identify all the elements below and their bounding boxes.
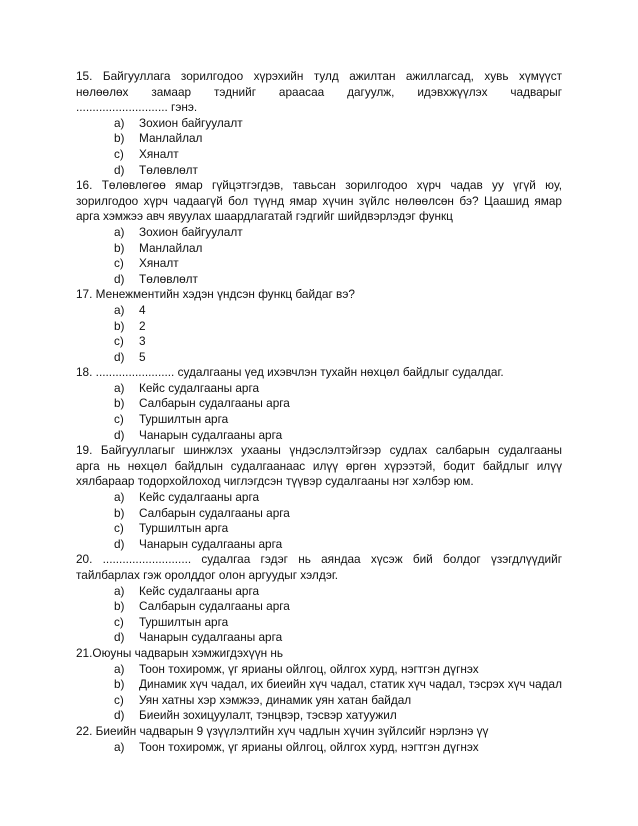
question-block <box>76 552 562 646</box>
option-text: Туршилтын арга <box>139 614 229 629</box>
option-letter: a) <box>114 490 125 505</box>
option-letter: a) <box>114 583 125 598</box>
option-letter: d) <box>114 427 125 442</box>
option-letter: b) <box>114 318 125 333</box>
question-text-line: 19. Байгууллагыг шинжлэх ухааны үндэслэлтэйгээр судлах салбарын судалгааны <box>76 443 562 458</box>
answer-option <box>76 537 562 553</box>
option-text: Туршилтын арга <box>139 412 229 427</box>
option-text: Динамик хүч чадал, их биеийн хүч чадал, статик хүч чадал, тэсрэх хүч чадал <box>139 677 562 692</box>
option-letter: d) <box>114 708 125 723</box>
question-text-line: арга нь нөхцөл байдлын судалгаанаас илүү өргөн хүрээтэй, бодит байдлыг илүү <box>76 458 562 473</box>
option-letter: b) <box>114 677 125 692</box>
option-letter: c) <box>114 334 124 349</box>
answer-option <box>76 693 562 709</box>
answer-option <box>76 630 562 646</box>
answer-option <box>76 241 562 257</box>
option-text: Чанарын судалгааны арга <box>139 630 283 645</box>
answer-option <box>76 708 562 724</box>
answer-options <box>76 584 562 646</box>
question-block <box>76 178 562 287</box>
option-letter: b) <box>114 240 125 255</box>
option-text: Тоон тохиромж, үг ярианы ойлгоц, ойлгох хурд, нэгтгэн дүгнэх <box>139 661 479 676</box>
answer-option <box>76 521 562 537</box>
option-text: Салбарын судалгааны арга <box>139 505 290 520</box>
option-text: 2 <box>139 318 146 333</box>
option-letter: c) <box>114 412 124 427</box>
option-text: Биеийн зохицуулалт, тэнцвэр, тэсвэр хатуужил <box>139 708 397 723</box>
answer-option <box>76 599 562 615</box>
answer-option <box>76 677 562 693</box>
answer-option <box>76 350 562 366</box>
answer-option <box>76 319 562 335</box>
option-letter: d) <box>114 630 125 645</box>
question-text-line: ............................ гэнэ. <box>76 100 198 115</box>
answer-options <box>76 303 562 365</box>
answer-option <box>76 412 562 428</box>
option-letter: a) <box>114 115 125 130</box>
option-letter: c) <box>114 692 124 707</box>
answer-option <box>76 615 562 631</box>
question-block <box>76 646 562 724</box>
option-letter: d) <box>114 271 125 286</box>
question-text-line: зорилгодоо хүрч чадаагүй бол түүнд ямар хүчин зүйлс нөлөөлсөн бэ? Цаашид ямар <box>76 193 562 208</box>
question-text-line: 17. Менежментийн хэдэн үндсэн функц байдаг вэ? <box>76 287 355 302</box>
answer-option <box>76 334 562 350</box>
answer-options <box>76 225 562 287</box>
question-text-line: 15. Байгууллага зорилгодоо хүрэхийн тулд ажилтан ажиллагсад, хувь хүмүүст <box>76 69 562 83</box>
option-text: Кейс судалгааны арга <box>139 490 260 505</box>
option-letter: a) <box>114 224 125 239</box>
option-letter: c) <box>114 256 124 271</box>
option-letter: a) <box>114 380 125 395</box>
option-letter: c) <box>114 521 124 536</box>
option-text: Манлайлал <box>139 131 203 146</box>
option-text: Уян хатны хэр хэмжээ, динамик уян хатан байдал <box>139 692 412 707</box>
option-text: Чанарын судалгааны арга <box>139 536 283 551</box>
question-text-line: 22. Биеийн чадварын 9 үзүүлэлтийн хүч чадлын хүчин зүйлсийг нэрлэнэ үү <box>76 723 489 738</box>
question-block <box>76 365 562 443</box>
answer-option <box>76 131 562 147</box>
question-text-line: 20. ........................... судалгаа гэдэг нь аяндаа хүсэж бий болдог үзэгдлүүдийг <box>76 552 562 567</box>
answer-option <box>76 490 562 506</box>
answer-options <box>76 740 562 756</box>
question-text-line: тайлбарлах гэж оролддог олон аргуудыг хэлдэг. <box>76 568 338 582</box>
answer-option <box>76 303 562 319</box>
option-text: Кейс судалгааны арга <box>139 380 260 395</box>
option-text: Тоон тохиромж, үг ярианы ойлгоц, ойлгох хурд, нэгтгэн дүгнэх <box>139 739 479 754</box>
option-letter: b) <box>114 396 125 411</box>
question-text-line: нөлөөлөх замаар тэднийг араасаа дагуулж, идэвхжүүлэх чадварыг <box>76 84 562 99</box>
answer-options <box>76 381 562 443</box>
answer-option <box>76 225 562 241</box>
option-text: 5 <box>139 349 146 364</box>
question-text-line: 18. ........................ судалгааны үед ихэвчлэн тухайн нөхцөл байдлыг судалдаг. <box>76 365 504 380</box>
question-text-line: 21.Оюуны чадварын хэмжигдэхүүн нь <box>76 645 284 660</box>
answer-options <box>76 490 562 552</box>
option-text: Төлөвлөлт <box>139 271 198 286</box>
option-letter: a) <box>114 302 125 317</box>
question-block <box>76 287 562 365</box>
answer-option <box>76 740 562 756</box>
option-letter: a) <box>114 739 125 754</box>
option-letter: b) <box>114 505 125 520</box>
option-letter: d) <box>114 536 125 551</box>
option-text: 4 <box>139 302 146 317</box>
answer-option <box>76 396 562 412</box>
answer-option <box>76 428 562 444</box>
option-text: Хяналт <box>139 146 179 161</box>
answer-options <box>76 662 562 724</box>
option-text: Зохион байгуулалт <box>139 224 243 239</box>
question-text-line: арга хэмжээ авч явуулах шаардлагатай гэдгийг шийдвэрлэдэг функц <box>76 209 453 224</box>
answer-option <box>76 256 562 272</box>
option-letter: b) <box>114 131 125 146</box>
question-list <box>76 69 562 755</box>
option-letter: c) <box>114 146 124 161</box>
option-text: Чанарын судалгааны арга <box>139 427 283 442</box>
option-text: Манлайлал <box>139 240 203 255</box>
question-text-line: хялбараар тодорхойлоход чиглэгдсэн түүвэр судалгааны нэг хэлбэр юм. <box>76 474 474 489</box>
answer-option <box>76 116 562 132</box>
option-text: Зохион байгуулалт <box>139 115 243 130</box>
answer-option <box>76 272 562 288</box>
question-text-line: 16. Төлөвлөгөө ямар гүйцэтгэгдэв, тавьсан зорилгодоо хүрч чадав уу үгүй юу, <box>76 178 562 193</box>
option-letter: b) <box>114 599 125 614</box>
answer-option <box>76 662 562 678</box>
answer-option <box>76 381 562 397</box>
answer-options <box>76 116 562 178</box>
option-letter: a) <box>114 661 125 676</box>
option-text: Төлөвлөлт <box>139 162 198 177</box>
option-text: Салбарын судалгааны арга <box>139 599 290 614</box>
answer-option <box>76 163 562 179</box>
option-text: Салбарын судалгааны арга <box>139 396 290 411</box>
answer-option <box>76 584 562 600</box>
question-block <box>76 724 562 755</box>
question-block <box>76 69 562 178</box>
option-text: Кейс судалгааны арга <box>139 583 260 598</box>
answer-option <box>76 506 562 522</box>
option-letter: d) <box>114 162 125 177</box>
option-letter: d) <box>114 349 125 364</box>
question-block <box>76 443 562 552</box>
answer-option <box>76 147 562 163</box>
option-text: Хяналт <box>139 256 179 271</box>
option-text: Туршилтын арга <box>139 521 229 536</box>
option-letter: c) <box>114 614 124 629</box>
option-text: 3 <box>139 334 146 349</box>
